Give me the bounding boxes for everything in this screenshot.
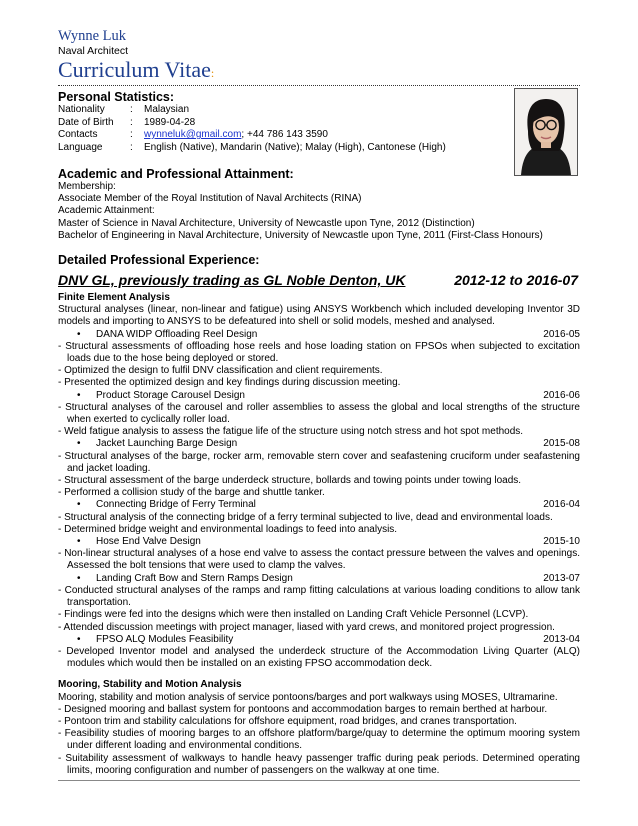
project-point: - Structural assessment of the barge underdeck structure, bollards and towing points under towing loads. [58,475,522,487]
project-name: Jacket Launching Barge Design [96,438,238,450]
project [58,390,580,439]
profile-photo [514,88,578,176]
academic-section [58,167,580,242]
fea-intro: Structural analyses (linear, non-linear and fatigue) using ANSYS Workbench which included developing Inventor 3D models and importing to ANSYS to be defeatured into shell or solid models, meshed and analysed. [58,304,580,328]
bullet-icon: • [77,536,81,548]
academic-line: Membership: [58,181,116,192]
personal-section [58,90,580,154]
project-point: - Presented the optimized design and key findings during discussion meeting. [58,377,401,389]
project-name: DANA WIDP Offloading Reel Design [96,328,258,340]
candidate-name: Wynne Luk [58,28,126,44]
stat-value: Malaysian [144,104,190,115]
project-name: Connecting Bridge of Ferry Terminal [96,499,256,511]
personal-heading-text: Personal Statistics [58,90,170,104]
stat-key: Nationality [58,104,105,115]
academic-line: Academic Attainment: [58,205,155,217]
experience-section [58,253,580,781]
personal-heading-colon: : [169,90,175,104]
project-name: Landing Craft Bow and Stern Ramps Design [96,572,293,584]
stat-row [58,129,580,142]
cv-page [58,28,580,781]
project-point: - Non-linear structural analyses of a hose end valve to assess the contact pressure between the valves and openings. Assessed the bolt tensions that were used to clamp the valves. [58,548,580,572]
stat-row [58,117,580,130]
project-point: - Structural assessments of offloading hose reels and hose loading station on FPSOs when subjected to excitation loads due to the hose being deployed or stored. [58,340,580,365]
project [58,536,580,573]
project-point: - Structural analysis of the connecting bridge of a ferry terminal subjected to live, dead and environmental loads. [58,511,553,523]
stat-value: English (Native), Mandarin (Native); Malay (High), Cantonese (High) [144,141,446,153]
project-header [58,573,580,585]
mooring-point: - Feasibility studies of mooring barges to an offshore platform/barge/quay to determine the optimum mooring system under different loading and environmental conditions. [58,728,580,752]
stat-sep: : [130,141,133,153]
academic-line: Bachelor of Engineering in Naval Architecture, University of Newcastle upon Tyne, 2011 (First-Class Honours) [58,229,543,241]
stat-sep: : [130,116,133,128]
bullet-icon: • [77,438,81,450]
academic-heading-colon: : [289,167,294,181]
stat-key: Date of Birth [58,116,114,128]
phone-number: ; +44 786 143 3590 [241,129,328,140]
project-header [58,329,580,341]
stat-value: 1989-04-28 [144,116,196,128]
stat-row [58,104,580,117]
project-date: 2015-10 [543,536,580,548]
bullet-icon: • [77,499,81,511]
project-date: 2013-04 [543,633,580,645]
project-header [58,499,580,511]
mooring-point: - Designed mooring and ballast system for pontoons and accommodation barges to remain berthed at harbour. [58,703,548,715]
project [58,634,580,671]
academic-line: Master of Science in Naval Architecture, University of Newcastle upon Tyne, 2012 (Distinction) [58,217,475,229]
fea-title: Finite Element Analysis [58,292,170,304]
stat-key: Contacts [58,129,98,140]
project-name: Product Storage Carousel Design [96,389,245,401]
bullet-icon: • [77,633,81,645]
mooring-point: - Suitability assessment of walkways to handle heavy passenger traffic during peak periods. Determined operating limits, mooring configuration and number of passengers on the walkway at one time. [58,752,580,776]
cv-title-colon: : [210,66,215,80]
project-header [58,536,580,548]
project [58,573,580,634]
project-date: 2016-05 [543,328,580,340]
bullet-icon: • [77,328,81,340]
project-date: 2016-04 [543,499,580,511]
personal-heading [58,90,580,104]
stat-key: Language [58,141,103,153]
project-point: - Findings were fed into the designs which were then installed on Landing Craft Vehicle Personnel (LCVP). [58,609,529,621]
mooring-intro: Mooring, stability and motion analysis of service pontoons/barges and port walkways using MOSES, Ultramarine. [58,691,558,703]
project-point: - Weld fatigue analysis to assess the fatigue life of the structure using notch stress and hot spot methods. [58,426,524,438]
page-divider [58,780,580,781]
cv-title-text: Curriculum Vitae [58,57,211,82]
candidate-role: Naval Architect [58,45,129,57]
project-point: - Performed a collision study of the barge and shuttle tanker. [58,487,325,499]
mooring-title: Mooring, Stability and Motion Analysis [58,679,242,691]
project-date: 2013-07 [543,572,580,584]
stat-sep: : [130,104,133,115]
project-point: - Structural analyses of the carousel and roller assemblies to assess the global and local strengths of the structure when exerted to cyclically roller load. [58,401,580,426]
project-header [58,390,580,402]
portrait-image [515,89,577,175]
job-dates: 2012-12 to 2016-07 [454,272,578,289]
project [58,499,580,536]
job-header [58,272,580,289]
project-name: FPSO ALQ Modules Feasibility [96,633,234,645]
personal-stats [58,104,580,154]
project-date: 2016-06 [543,389,580,401]
experience-heading: Detailed Professional Experience: [58,253,260,268]
project-point: - Structural analyses of the barge, rocker arm, removable stern cover and seafastening cruciform under seafastening and jacket loading. [58,450,580,474]
project-point: - Attended discussion meetings with project manager, liased with yard crews, and monitored project progression. [58,621,555,633]
project-header [58,438,580,450]
academic-heading-text: Academic and Professional Attainment [58,167,290,181]
project-point: - Optimized the design to fulfil DNV classification and client requirements. [58,365,383,377]
academic-heading [58,167,580,181]
academic-line: Associate Member of the Royal Institution of Naval Architects (RINA) [58,193,362,205]
project-date: 2015-08 [543,438,580,450]
mooring-point: - Pontoon trim and stability calculations for offshore equipment, road bridges, and cranes transportation. [58,715,517,727]
project-name: Hose End Valve Design [96,536,201,548]
project [58,438,580,499]
cv-title [58,58,580,86]
project-point: - Developed Inventor model and analysed the underdeck structure of the Accommodation Living Quarter (ALQ) modules which would then be installed on an existing FPSO accommodation deck. [58,645,580,670]
bullet-icon: • [77,389,81,401]
project-point: - Determined bridge weight and environmental loadings to feed into analysis. [58,523,398,535]
project-point: - Conducted structural analyses of the ramps and ramp fitting calculations at various loading conditions to allow tank transportation. [58,584,580,609]
job-title: DNV GL, previously trading as GL Noble Denton, UK [58,272,406,289]
project-header [58,634,580,646]
project [58,329,580,390]
stat-sep: : [130,129,133,140]
bullet-icon: • [77,572,81,584]
email-link[interactable]: wynneluk@gmail.com [144,129,242,140]
stat-row [58,142,580,155]
